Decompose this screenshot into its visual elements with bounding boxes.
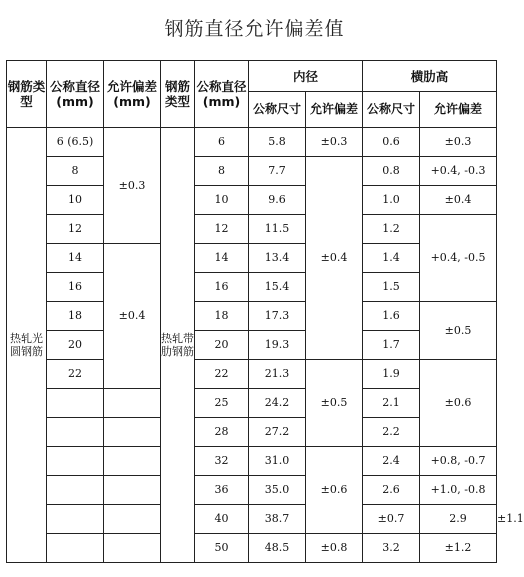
- inner-tolerance: ±0.6: [306, 447, 363, 534]
- inner-size: 31.0: [249, 447, 306, 476]
- left-diameter: 6 (6.5): [47, 128, 104, 157]
- left-diameter: 10: [47, 186, 104, 215]
- rib-tolerance: ±0.6: [420, 360, 497, 447]
- table-row: [7, 215, 497, 244]
- header-inner-nominal-size: 公称尺寸: [249, 92, 306, 128]
- type-hot-rolled-ribbed: 热轧带肋钢筋: [161, 128, 195, 563]
- header-row: [7, 61, 497, 92]
- inner-size: 21.3: [249, 360, 306, 389]
- inner-size: 17.3: [249, 302, 306, 331]
- rib-size: 1.7: [363, 331, 420, 360]
- rebar-tolerance-table: [6, 60, 524, 563]
- type-hot-rolled-plain: 热轧光圆钢筋: [7, 128, 47, 563]
- right-diameter: 6: [195, 128, 249, 157]
- inner-size: 15.4: [249, 273, 306, 302]
- left-diameter-empty: [47, 418, 104, 447]
- left-tolerance-a: ±0.3: [104, 128, 161, 244]
- table-row: [7, 302, 497, 331]
- left-diameter: 14: [47, 244, 104, 273]
- rib-size: 1.0: [363, 186, 420, 215]
- header-inner-diameter: 内径: [249, 61, 363, 92]
- inner-tolerance: ±0.8: [306, 534, 363, 563]
- left-diameter-empty: [47, 505, 104, 534]
- header-nominal-diameter-left: 公称直径(mm): [47, 61, 104, 128]
- table-row: [7, 476, 497, 505]
- left-diameter: 16: [47, 273, 104, 302]
- left-tolerance-empty: [104, 505, 161, 534]
- right-diameter: 18: [195, 302, 249, 331]
- inner-tolerance: ±0.5: [306, 360, 363, 447]
- rib-size: 2.2: [363, 418, 420, 447]
- right-diameter: 32: [195, 447, 249, 476]
- left-tolerance-empty: [104, 418, 161, 447]
- left-tolerance-empty: [104, 476, 161, 505]
- left-diameter-empty: [47, 534, 104, 563]
- inner-size: 24.2: [249, 389, 306, 418]
- left-tolerance-empty: [104, 447, 161, 476]
- rib-size: 2.9: [420, 505, 497, 534]
- left-diameter-empty: [47, 447, 104, 476]
- rib-size: 2.4: [363, 447, 420, 476]
- rib-size: 2.1: [363, 389, 420, 418]
- left-diameter: 8: [47, 157, 104, 186]
- right-diameter: 12: [195, 215, 249, 244]
- table-row: [7, 360, 497, 389]
- page-title: 钢筋直径允许偏差值: [164, 18, 345, 40]
- table-row: 40 38.7 ±0.7 2.9 ±1.1: [7, 505, 497, 534]
- rib-tolerance: ±0.3: [420, 128, 497, 157]
- right-diameter: 36: [195, 476, 249, 505]
- header-nominal-diameter-right: 公称直径(mm): [195, 61, 249, 128]
- rib-tolerance: +0.4, -0.3: [420, 157, 497, 186]
- header-type-left: 钢筋类型: [7, 61, 47, 128]
- inner-tolerance: ±0.4: [306, 157, 363, 360]
- inner-tolerance: ±0.7: [363, 505, 420, 534]
- table-row: [7, 157, 497, 186]
- left-diameter: 12: [47, 215, 104, 244]
- table-row: [7, 534, 497, 563]
- right-diameter: 50: [195, 534, 249, 563]
- inner-size: 13.4: [249, 244, 306, 273]
- inner-size: 19.3: [249, 331, 306, 360]
- right-diameter: 20: [195, 331, 249, 360]
- right-diameter: 22: [195, 360, 249, 389]
- right-diameter: 10: [195, 186, 249, 215]
- rib-size: 0.6: [363, 128, 420, 157]
- right-diameter: 8: [195, 157, 249, 186]
- inner-size: 35.0: [249, 476, 306, 505]
- left-diameter: 20: [47, 331, 104, 360]
- header-inner-tolerance: 允许偏差: [306, 92, 363, 128]
- rib-size: 1.9: [363, 360, 420, 389]
- rib-tolerance: ±1.2: [420, 534, 497, 563]
- rib-size: 0.8: [363, 157, 420, 186]
- header-tolerance-left: 允许偏差(mm): [104, 61, 161, 128]
- rib-tolerance: +0.8, -0.7: [420, 447, 497, 476]
- left-tolerance-b: ±0.4: [104, 244, 161, 389]
- left-tolerance-empty: [104, 534, 161, 563]
- left-diameter-empty: [47, 476, 104, 505]
- rib-size: 1.4: [363, 244, 420, 273]
- header-type-right: 钢筋类型: [161, 61, 195, 128]
- rib-size: 1.5: [363, 273, 420, 302]
- right-diameter: 25: [195, 389, 249, 418]
- inner-size: 27.2: [249, 418, 306, 447]
- table-row: [7, 128, 497, 157]
- inner-size: 48.5: [249, 534, 306, 563]
- header-rib-nominal-size: 公称尺寸: [363, 92, 420, 128]
- left-diameter: 18: [47, 302, 104, 331]
- rib-size: 1.6: [363, 302, 420, 331]
- inner-size: 9.6: [249, 186, 306, 215]
- left-diameter: 22: [47, 360, 104, 389]
- left-diameter-empty: [47, 389, 104, 418]
- header-rib-height: 横肋高: [363, 61, 497, 92]
- table-row: [7, 447, 497, 476]
- right-diameter: 16: [195, 273, 249, 302]
- right-diameter: 14: [195, 244, 249, 273]
- inner-size: 38.7: [249, 505, 306, 534]
- right-diameter: 28: [195, 418, 249, 447]
- inner-size: 7.7: [249, 157, 306, 186]
- rib-size: 3.2: [363, 534, 420, 563]
- table-row: [7, 186, 497, 215]
- rib-tolerance: +1.0, -0.8: [420, 476, 497, 505]
- rib-size: 2.6: [363, 476, 420, 505]
- rib-tolerance: +0.4, -0.5: [420, 215, 497, 302]
- inner-size: 11.5: [249, 215, 306, 244]
- inner-tolerance: ±0.3: [306, 128, 363, 157]
- rib-tolerance: ±0.5: [420, 302, 497, 360]
- rib-size: 1.2: [363, 215, 420, 244]
- inner-size: 5.8: [249, 128, 306, 157]
- left-tolerance-empty: [104, 389, 161, 418]
- right-diameter: 40: [195, 505, 249, 534]
- header-rib-tolerance: 允许偏差: [420, 92, 497, 128]
- rib-tolerance: ±0.4: [420, 186, 497, 215]
